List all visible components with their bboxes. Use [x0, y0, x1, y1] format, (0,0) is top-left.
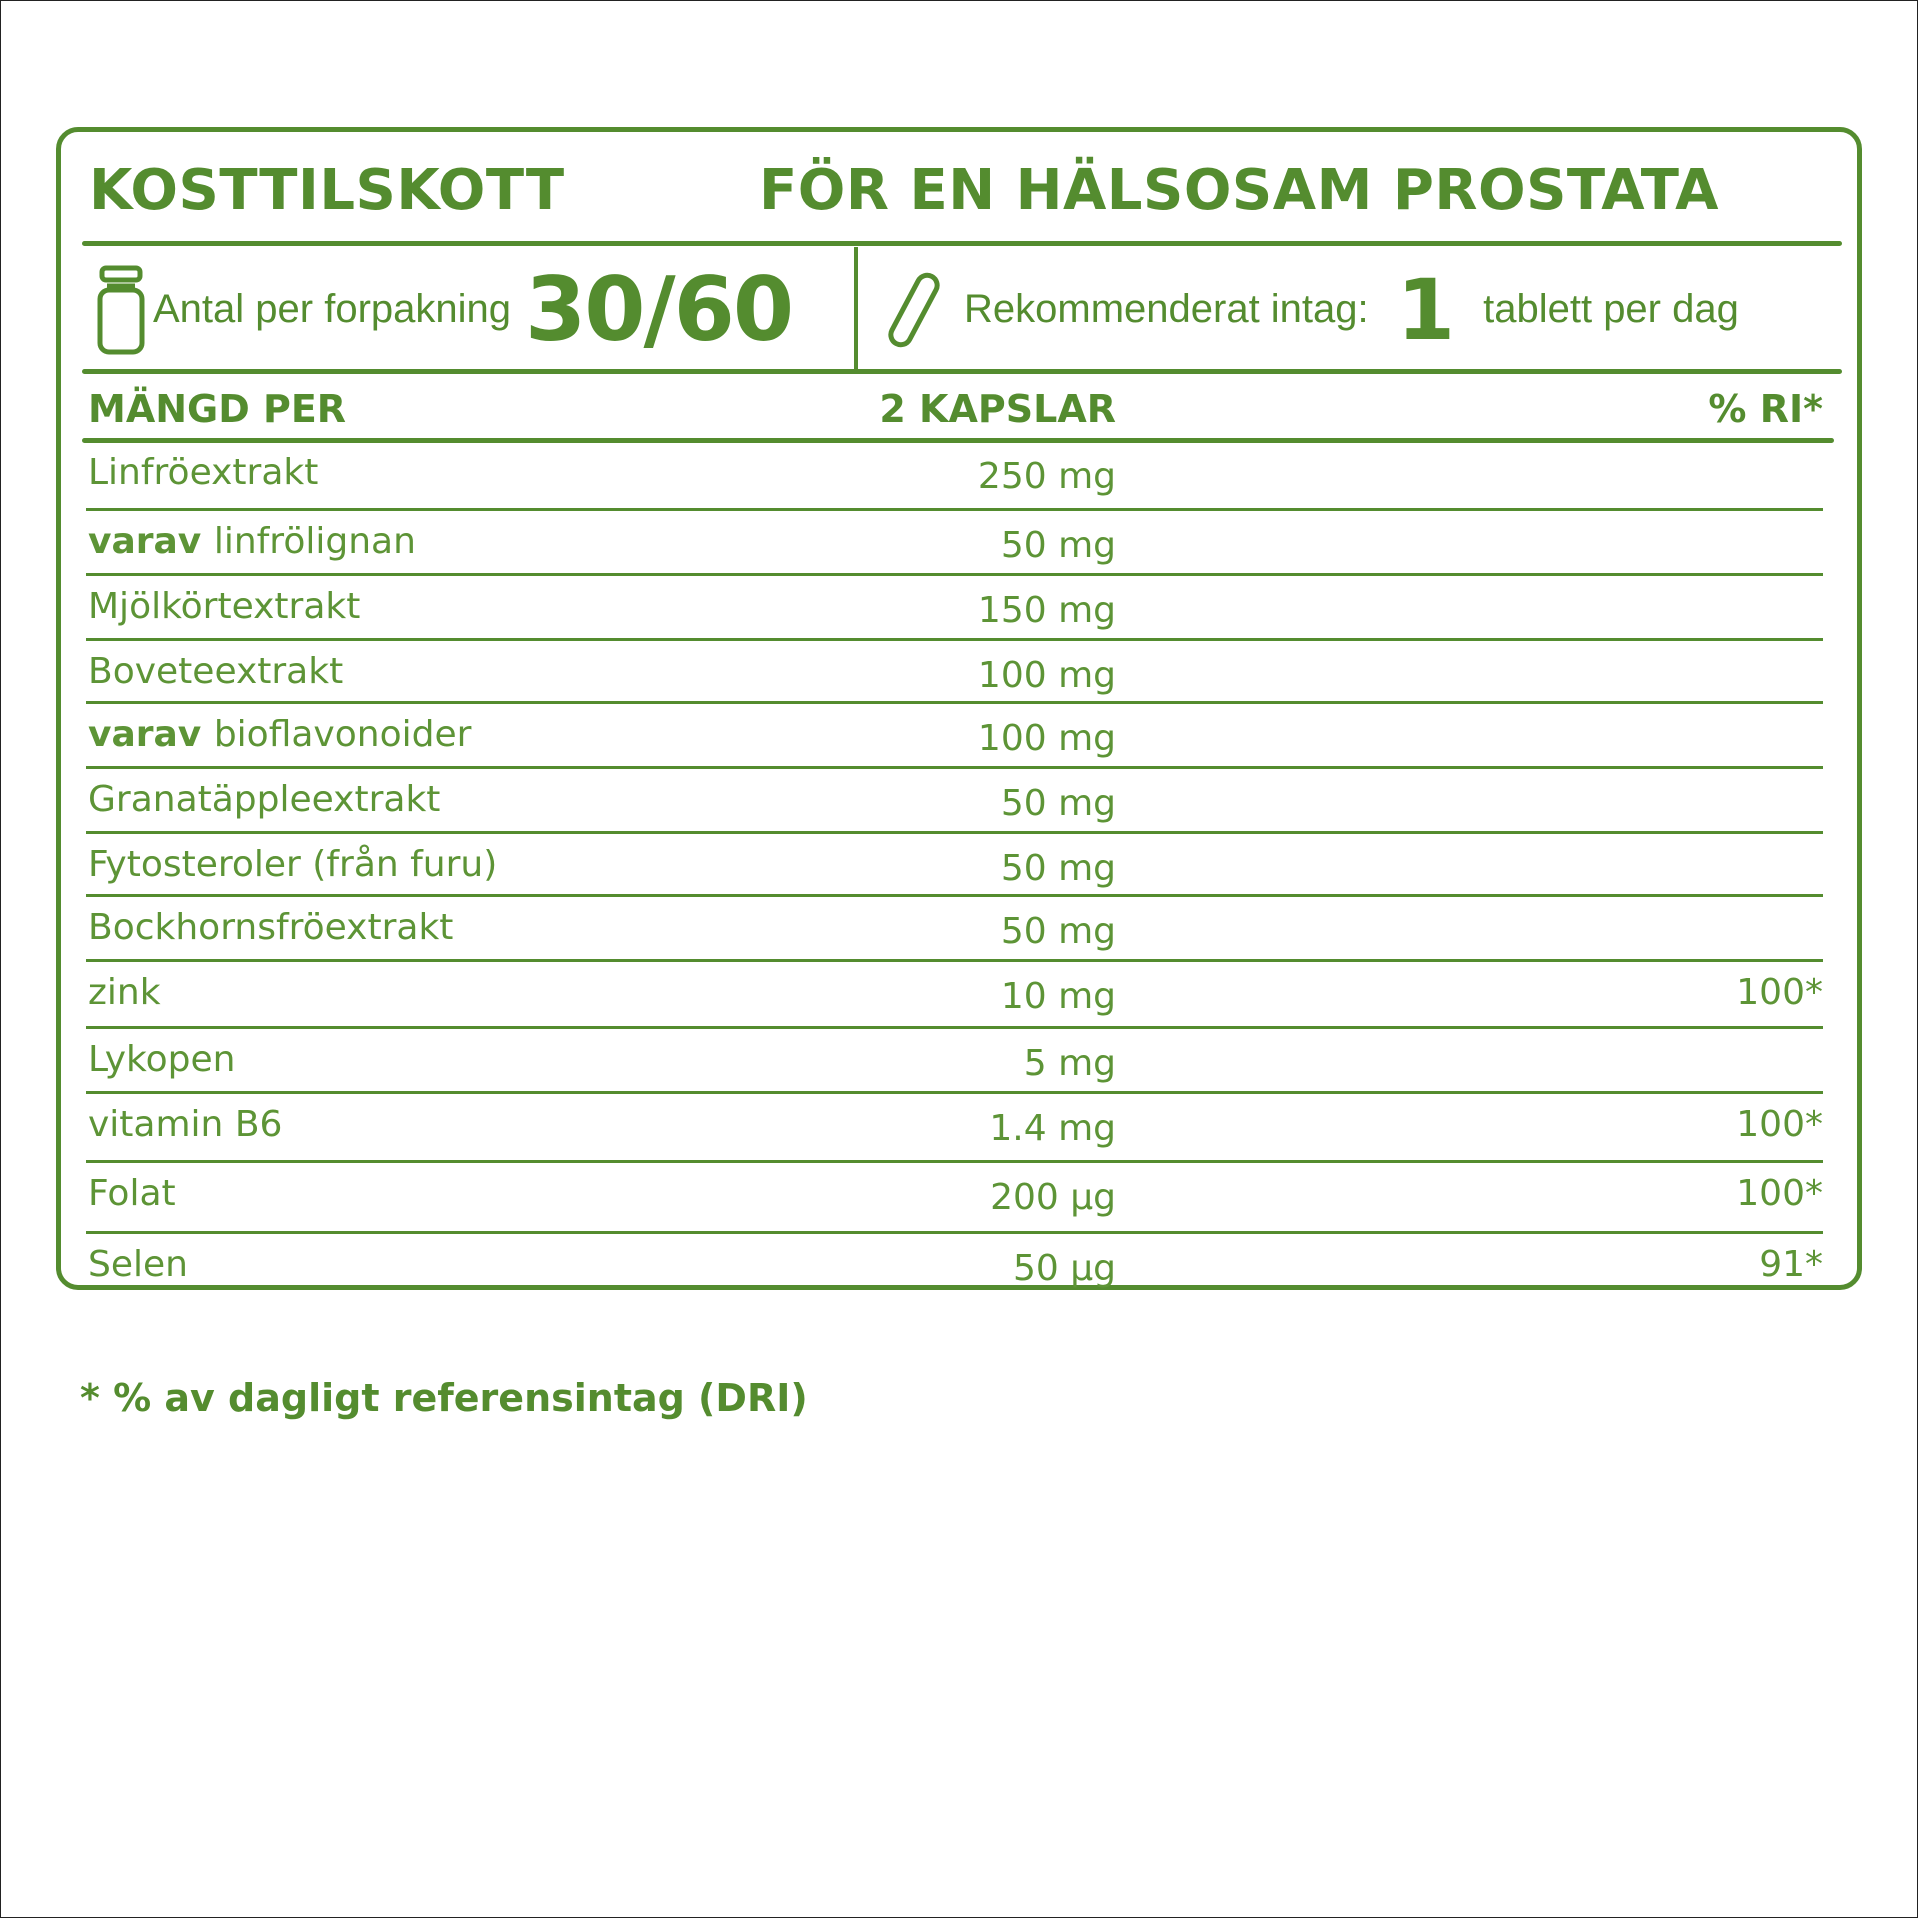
nutrient-name — [88, 779, 440, 820]
nutrient-amount: 100 mg — [977, 718, 1116, 759]
table-row — [86, 511, 1823, 576]
table-row — [86, 769, 1823, 834]
info-row — [61, 247, 1857, 372]
table-row — [86, 1163, 1823, 1234]
nutrient-label: Fytosteroler (från furu) — [88, 844, 498, 885]
intake-unit: tablett per dag — [1483, 287, 1739, 331]
nutrient-name — [88, 1104, 282, 1145]
nutrient-name — [88, 452, 318, 493]
table-row — [86, 962, 1823, 1029]
divider — [82, 369, 1842, 374]
nutrient-amount: 200 µg — [990, 1177, 1116, 1218]
nutrient-ri: 91* — [1759, 1244, 1823, 1285]
nutrient-amount: 10 mg — [1000, 976, 1116, 1017]
info-divider — [854, 247, 858, 372]
nutrient-name — [88, 907, 453, 948]
nutrient-prefix: varav — [88, 714, 214, 755]
nutrient-amount: 150 mg — [977, 590, 1116, 631]
nutrient-label: Granatäppleextrakt — [88, 779, 441, 820]
nutrient-amount: 50 mg — [1000, 848, 1116, 889]
nutrient-table — [61, 442, 1857, 1308]
column-header-ri: % RI* — [1708, 387, 1823, 431]
nutrient-amount: 50 mg — [1000, 911, 1116, 952]
table-row — [86, 834, 1823, 897]
nutrient-label: zink — [88, 972, 161, 1013]
nutrient-ri: 100* — [1736, 1104, 1823, 1145]
divider — [82, 241, 1842, 246]
intake-info — [886, 247, 1739, 372]
nutrient-label: Folat — [88, 1173, 176, 1214]
nutrient-label: Bockhornsfröextrakt — [88, 907, 454, 948]
nutrient-name — [88, 1244, 188, 1285]
nutrient-label: Boveteextrakt — [88, 651, 344, 692]
title-row — [89, 158, 1829, 238]
nutrient-label: Mjölkörtextrakt — [88, 586, 361, 627]
capsule-icon — [886, 270, 942, 350]
nutrient-label: bioflavonoider — [213, 714, 472, 755]
nutrient-label: Linfröextrakt — [88, 452, 319, 493]
nutrient-name — [88, 844, 497, 885]
table-row — [86, 576, 1823, 641]
nutrient-name — [88, 972, 161, 1013]
nutrient-amount: 50 mg — [1000, 783, 1116, 824]
nutrient-amount: 50 mg — [1000, 525, 1116, 566]
nutrient-amount: 5 mg — [1023, 1043, 1116, 1084]
package-label: Antal per forpakning — [153, 287, 512, 331]
intake-label: Rekommenderat intag: — [964, 287, 1369, 331]
nutrient-amount: 100 mg — [977, 655, 1116, 696]
nutrient-label: linfrölignan — [213, 521, 416, 562]
table-row — [86, 1094, 1823, 1163]
supplement-facts-panel — [56, 127, 1862, 1290]
column-header-name: MÄNGD PER — [88, 387, 347, 431]
nutrient-label: Selen — [88, 1244, 188, 1285]
table-row — [86, 1029, 1823, 1094]
table-row — [86, 1234, 1823, 1308]
nutrient-name — [88, 1173, 176, 1214]
table-row — [86, 641, 1823, 704]
nutrient-label: Lykopen — [88, 1039, 236, 1080]
nutrient-ri: 100* — [1736, 1173, 1823, 1214]
table-row — [86, 704, 1823, 769]
intake-count: 1 — [1396, 260, 1456, 359]
nutrient-label: vitamin B6 — [88, 1104, 283, 1145]
table-row — [86, 897, 1823, 962]
footnote: * % av dagligt referensintag (DRI) — [80, 1376, 808, 1420]
nutrient-name — [88, 651, 343, 692]
column-header-amount: 2 KAPSLAR — [879, 387, 1116, 431]
nutrient-amount: 250 mg — [977, 456, 1116, 497]
nutrient-name — [88, 521, 416, 562]
nutrient-name — [88, 714, 471, 755]
nutrient-name — [88, 1039, 235, 1080]
product-purpose-title: FÖR EN HÄLSOSAM PROSTATA — [759, 158, 1719, 223]
nutrient-prefix: varav — [88, 521, 214, 562]
product-category-title: KOSTTILSKOTT — [89, 158, 565, 223]
nutrient-name — [88, 586, 360, 627]
nutrient-amount: 50 µg — [1012, 1248, 1116, 1289]
package-info — [95, 247, 792, 372]
nutrient-ri: 100* — [1736, 972, 1823, 1013]
bottle-icon — [95, 264, 147, 356]
table-row — [86, 442, 1823, 511]
package-count: 30/60 — [525, 258, 793, 361]
nutrient-amount: 1.4 mg — [989, 1108, 1116, 1149]
